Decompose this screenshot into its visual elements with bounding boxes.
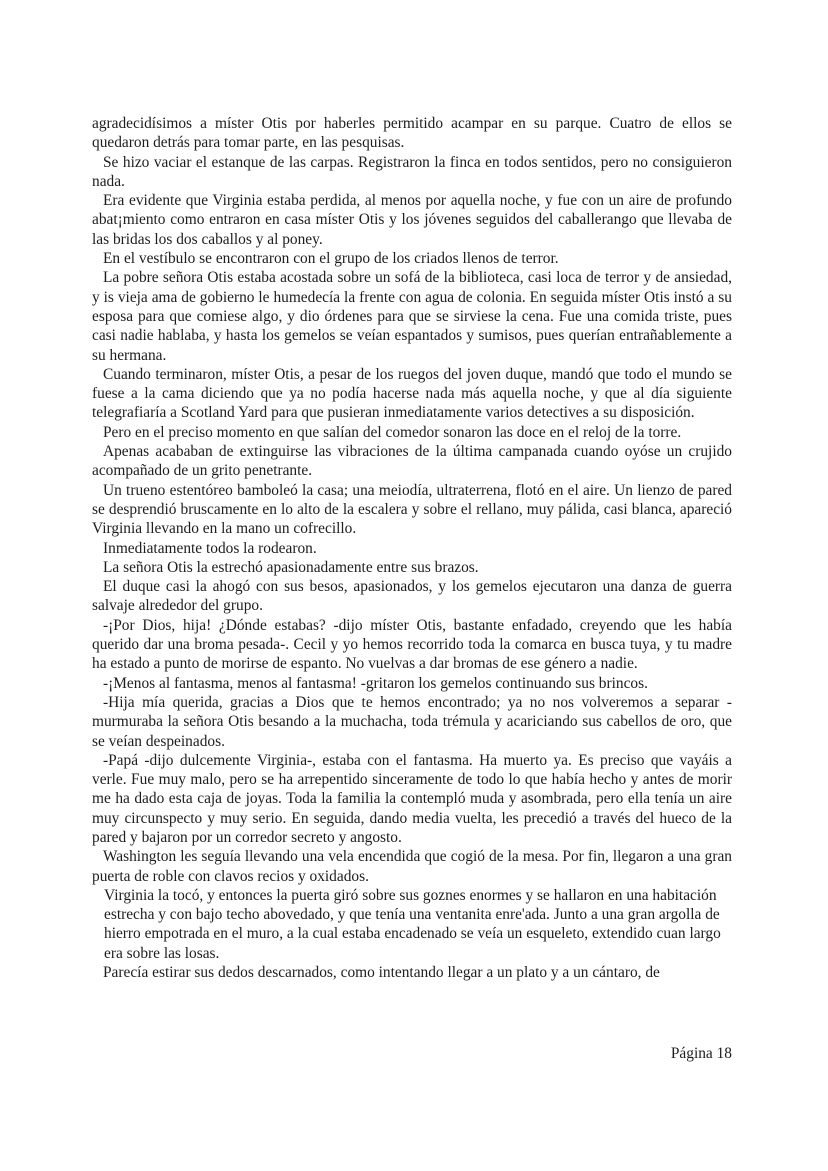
paragraph: Se hizo vaciar el estanque de las carpas. Registraron la finca en todos sentidos, pero no consiguieron nada. [92, 153, 732, 190]
paragraph: agradecidísimos a míster Otis por haberles permitido acampar en su parque. Cuatro de ellos se quedaron detrás para tomar parte, en las pesquisas. [92, 115, 732, 152]
paragraph: Apenas acababan de extinguirse las vibraciones de la última campanada cuando oyóse un crujido acompañado de un grito penetrante. [92, 443, 732, 480]
paragraph: -¡Menos al fantasma, menos al fantasma! -gritaron los gemelos continuando sus brincos. [103, 674, 648, 692]
paragraph: Pero en el preciso momento en que salían del comedor sonaron las doce en el reloj de la torre. [103, 423, 682, 441]
paragraph: Era evidente que Virginia estaba perdida, al menos por aquella noche, y fue con un aire de profundo abat¡miento como entraron en casa míster Otis y los jóvenes seguidos del caballerango que llevaba de las bridas los dos caballos y al poney. [92, 192, 732, 248]
paragraph: Parecía estirar sus dedos descarnados, como intentando llegar a un plato y a un cántaro, de [103, 964, 660, 982]
paragraph: -Papá -dijo dulcemente Virginia-, estaba con el fantasma. Ha muerto ya. Es preciso que vayáis a verle. Fue muy malo, pero se ha arrepentido sinceramente de todo lo que había hecho y antes de morir me ha dado esta caja de joyas. Toda la familia la contempló muda y asombrada, pero ella tenía un aire muy circunspecto y muy serio. En seguida, dando media vuelta, les precedió a través del hueco de la pared y bajaron por un corredor secreto y angosto. [92, 751, 732, 846]
page-number: Página 18 [670, 1045, 732, 1062]
paragraph: -¡Por Dios, hija! ¿Dónde estabas? -dijo míster Otis, bastante enfadado, creyendo que les había querido dar una broma pesada-. Cecil y yo hemos recorrido toda la comarca en busca tuya, y tu madre ha estado a punto de morirse de espanto. No vuelvas a dar bromas de ese género a nadie. [92, 616, 732, 673]
paragraph-inset: Virginia la tocó, y entonces la puerta giró sobre sus goznes enormes y se hallaron en una habitación estrecha y con bajo techo abovedado, y que tenía una ventanita enre'ada. Junto a una gran argolla de hierro empotrada en el muro, a la cual estaba encadenado se veía un esqueleto, extendido cuan largo era sobre las losas. [104, 886, 721, 962]
paragraph: Inmediatamente todos la rodearon. [103, 539, 317, 557]
paragraph: Cuando terminaron, míster Otis, a pesar de los ruegos del joven duque, mandó que todo el mundo se fuese a la cama diciendo que ya no podía hacerse nada más aquella noche, y que al día siguiente telegrafiaría a Scotland Yard para que pusieran inmediatamente varios detectives a su disposición. [92, 365, 732, 422]
paragraph: La señora Otis la estrechó apasionadamente entre sus brazos. [103, 558, 479, 576]
paragraph: Un trueno estentóreo bamboleó la casa; una meiodía, ultraterrena, flotó en el aire. Un lienzo de pared se desprendió bruscamente en lo alto de la escalera y sobre el rellano, muy pálida, casi blanca, apareció Virginia llevando en la mano un cofrecillo. [92, 481, 732, 538]
paragraph: La pobre señora Otis estaba acostada sobre un sofá de la biblioteca, casi loca de terror y de ansiedad, y is vieja ama de gobierno le humedecía la frente con agua de colonia. En seguida míster Otis instó a su esposa para que comiese algo, y dio órdenes para que se sirviese la cena. Fue una comida triste, pues casi nadie hablaba, y hasta los gemelos se veían espantados y sumisos, pues querían entrañablemente a su hermana. [92, 269, 732, 364]
paragraph: Washington les seguía llevando una vela encendida que cogió de la mesa. Por fin, llegaron a una gran puerta de roble con clavos recios y oxidados. [92, 848, 732, 885]
body-text [92, 114, 732, 982]
paragraph: -Hija mía querida, gracias a Dios que te hemos encontrado; ya no nos volveremos a separar -murmuraba la señora Otis besando a la muchacha, toda trémula y acariciando sus cabellos de oro, que se veían despeinados. [92, 693, 732, 750]
paragraph: En el vestíbulo se encontraron con el grupo de los criados llenos de terror. [103, 250, 559, 268]
paragraph: El duque casi la ahogó con sus besos, apasionados, y los gemelos ejecutaron una danza de guerra salvaje alrededor del grupo. [92, 578, 732, 615]
